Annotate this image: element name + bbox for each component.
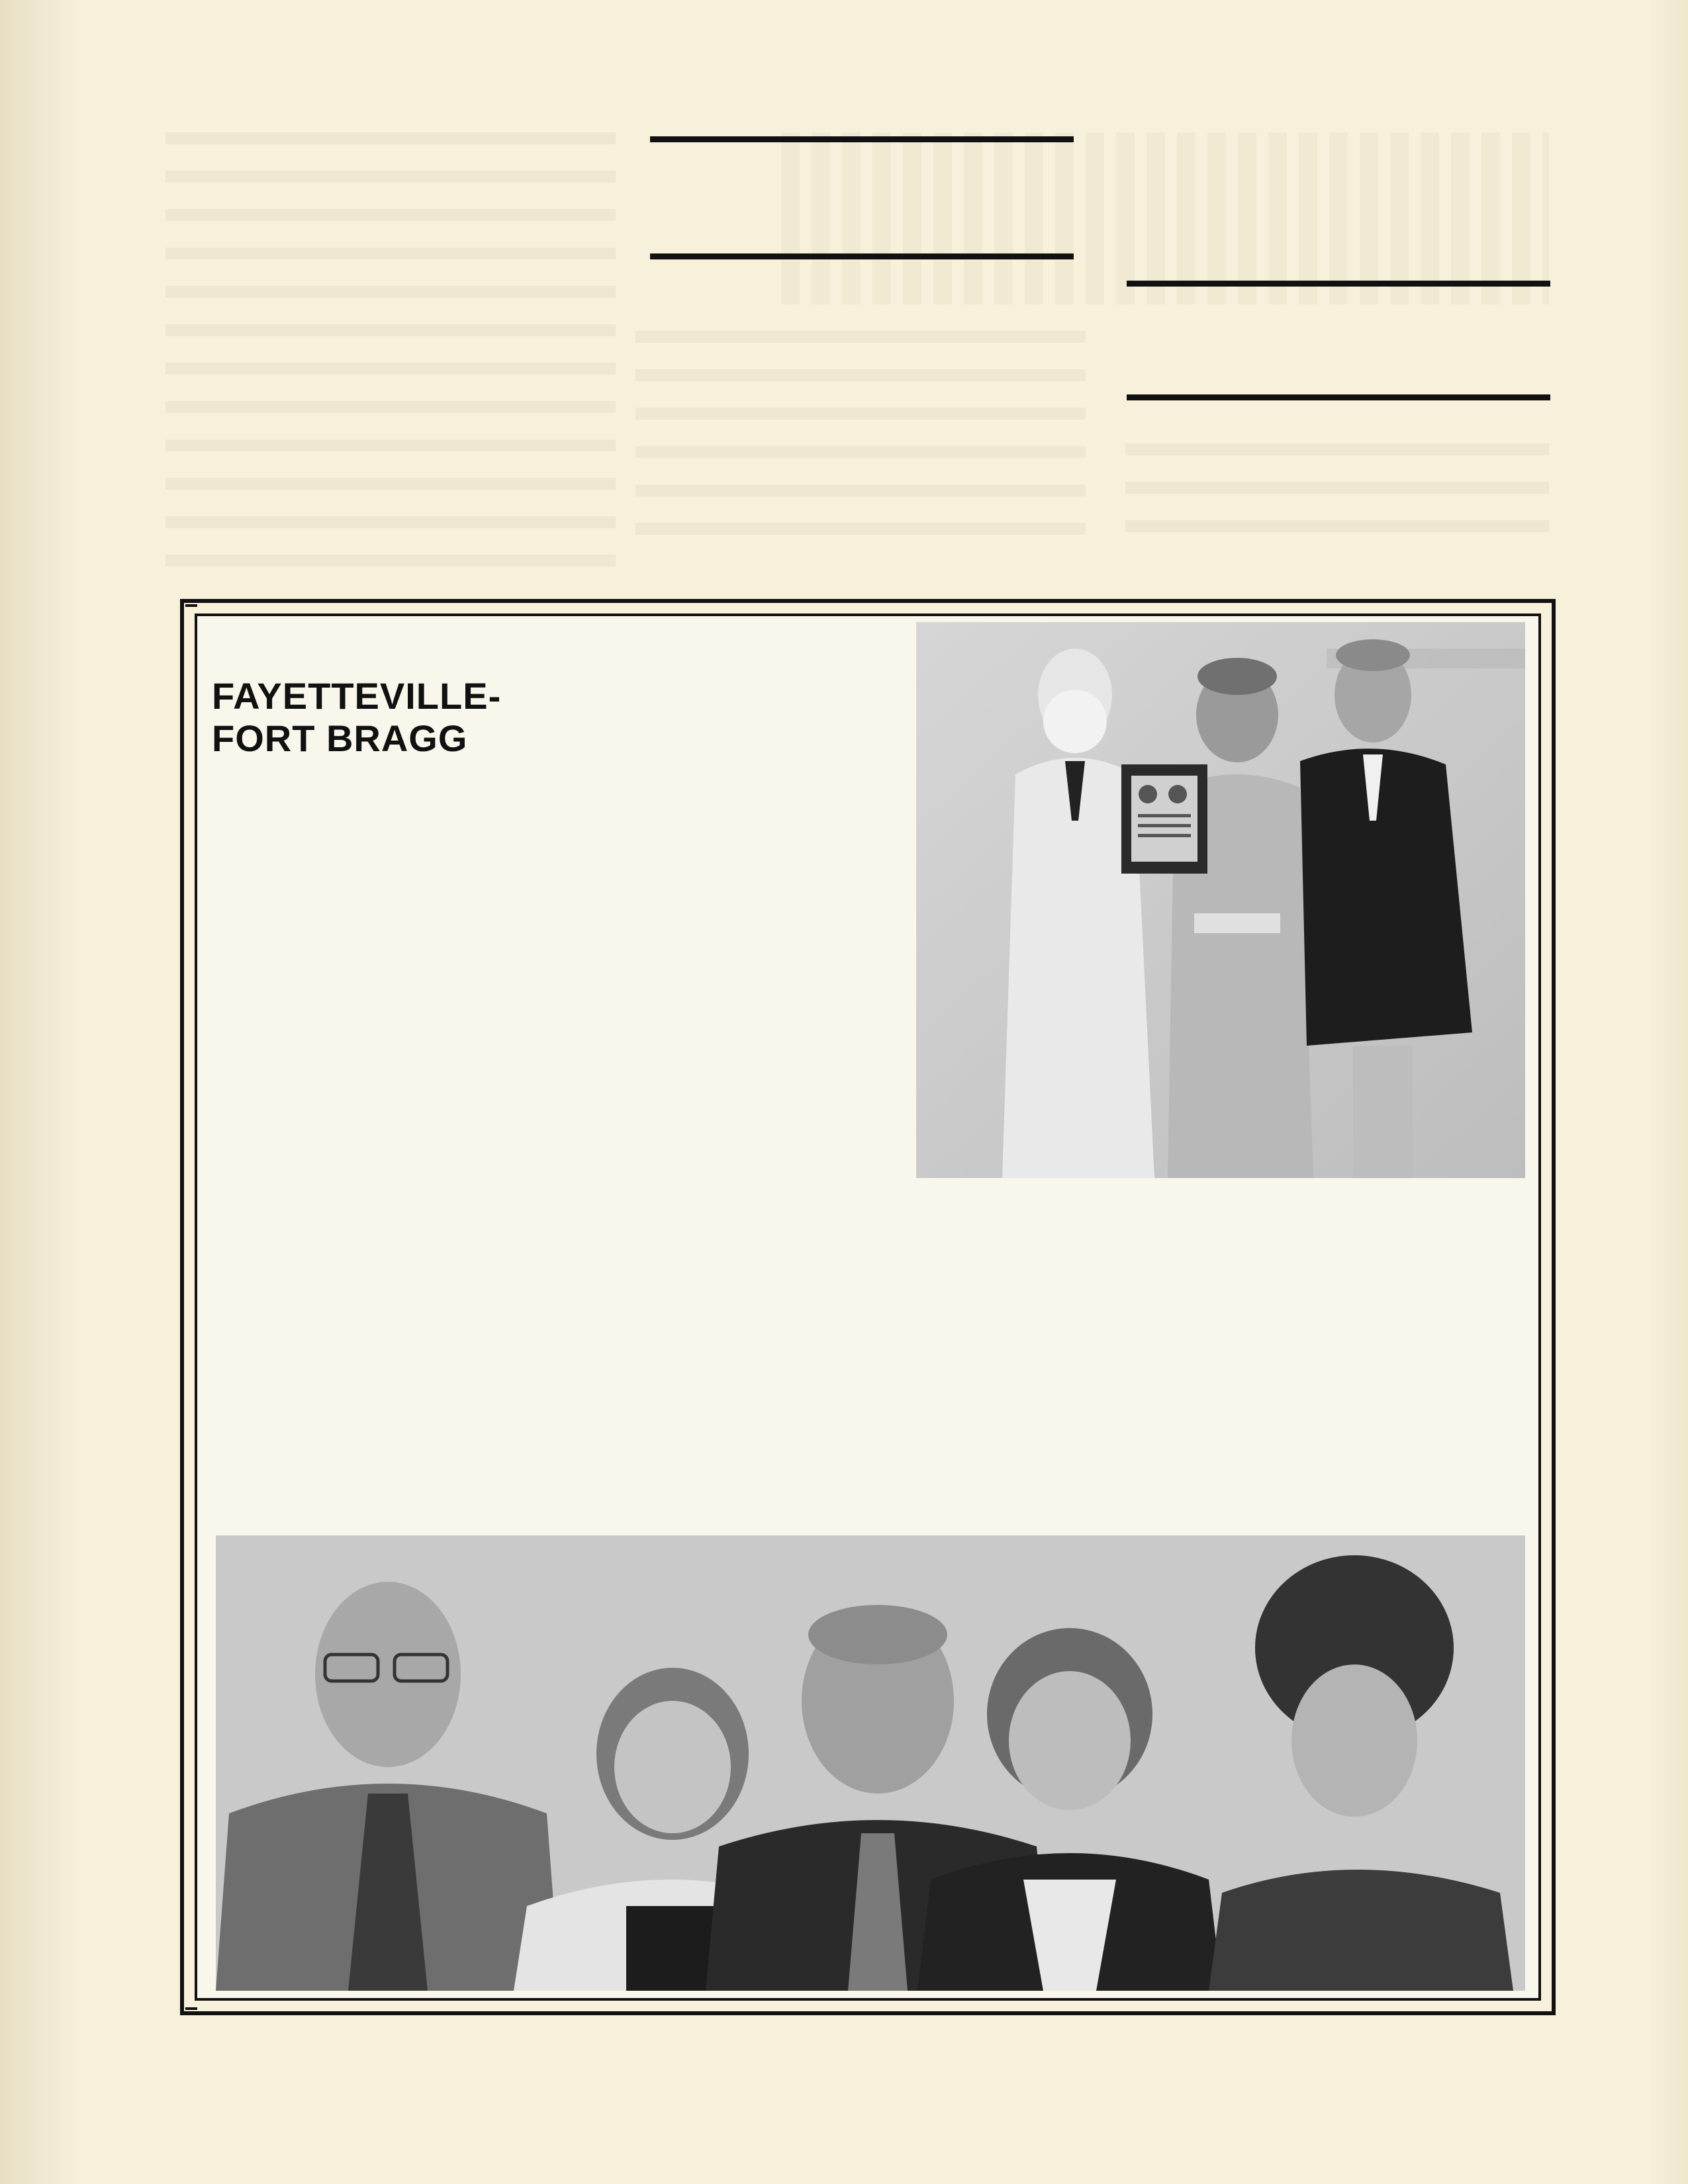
photo-staff-group-icon	[216, 1535, 1525, 1991]
headline-line-2: FORT BRAGG	[212, 717, 468, 754]
rule-top-right-1	[1127, 281, 1550, 287]
rule-top-right-2	[1127, 394, 1550, 400]
page-edge-shadow	[0, 0, 79, 2184]
headline-line-1: FAYETTEVILLE-	[212, 675, 502, 717]
bleed-through-middle	[635, 311, 1086, 563]
bleed-through-title	[781, 132, 1549, 304]
page-edge-right	[1648, 0, 1688, 2184]
frame-corner-accent-bl	[185, 2007, 197, 2010]
bleed-through-left	[165, 113, 616, 576]
frame-corner-accent-tl	[185, 604, 197, 607]
rule-top-left-2	[650, 253, 1074, 259]
rule-top-left-1	[650, 136, 1074, 142]
headline	[212, 675, 609, 754]
award-presentation-photo	[916, 622, 1525, 1178]
staff-group-photo	[216, 1535, 1525, 1991]
bleed-through-right	[1125, 424, 1549, 569]
photo-award-presentation-icon	[916, 622, 1525, 1178]
